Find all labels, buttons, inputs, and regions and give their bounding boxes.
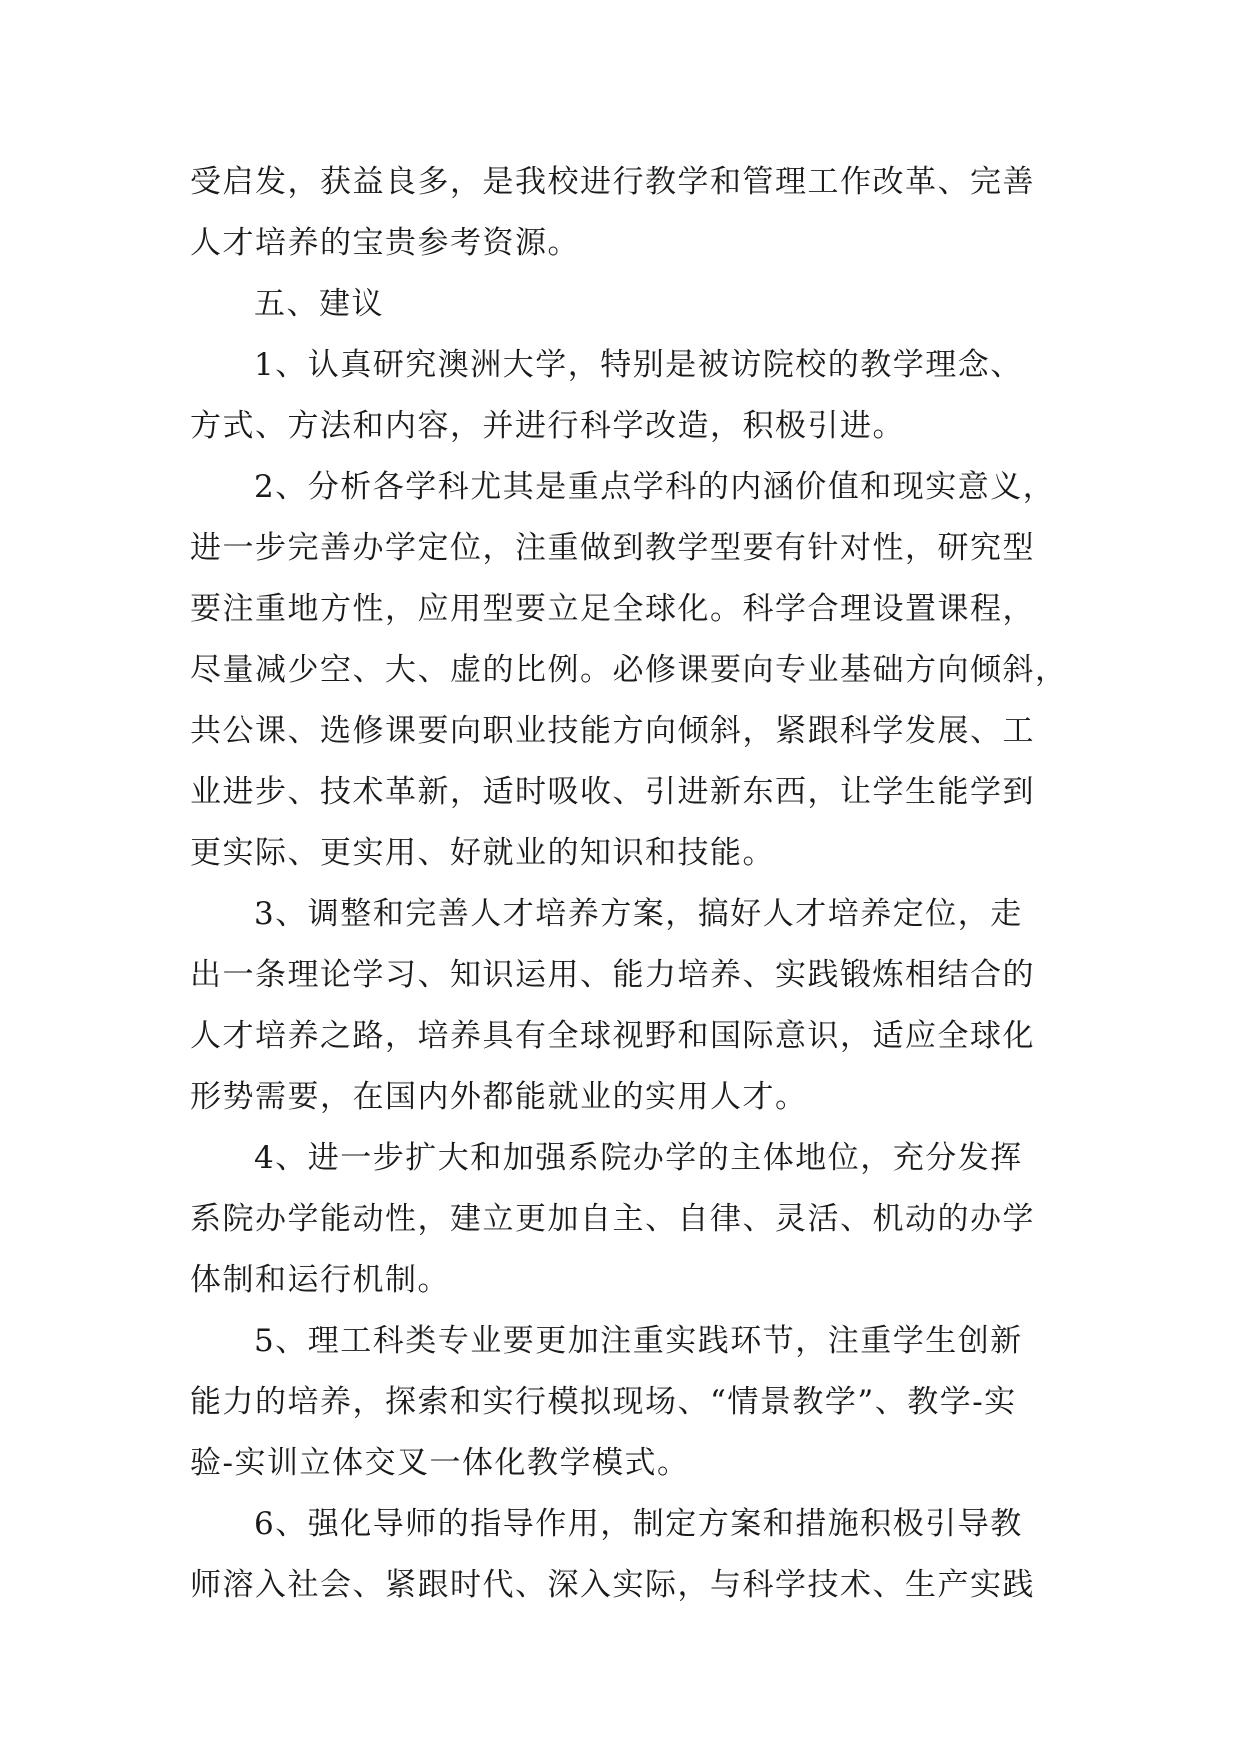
text-line: 人才培养之路，培养具有全球视野和国际意识，适应全球化 <box>190 1018 1035 1054</box>
section-heading: 五、建议 <box>254 286 384 322</box>
text-line: 师溶入社会、紧跟时代、深入实际，与科学技术、生产实践 <box>190 1567 1035 1603</box>
text-line: 受启发，获益良多，是我校进行教学和管理工作改革、完善 <box>190 164 1035 200</box>
text-line: 3、调整和完善人才培养方案，搞好人才培养定位，走 <box>254 896 1023 932</box>
body-text <box>190 152 1068 1616</box>
text-line: 尽量减少空、大、虚的比例。必修课要向专业基础方向倾斜， <box>190 652 1068 688</box>
text-line: 6、强化导师的指导作用，制定方案和措施积极引导教 <box>254 1506 1023 1542</box>
text-line: 1、认真研究澳洲大学，特别是被访院校的教学理念、 <box>254 347 1023 383</box>
text-line: 验-实训立体交叉一体化教学模式。 <box>190 1445 690 1481</box>
text-line: 形势需要，在国内外都能就业的实用人才。 <box>190 1079 808 1115</box>
text-line: 方式、方法和内容，并进行科学改造，积极引进。 <box>190 408 905 444</box>
text-line: 要注重地方性，应用型要立足全球化。科学合理设置课程， <box>190 591 1035 627</box>
text-line: 5、理工科类专业要更加注重实践环节，注重学生创新 <box>254 1323 1023 1359</box>
text-line: 系院办学能动性，建立更加自主、自律、灵活、机动的办学 <box>190 1201 1035 1237</box>
text-line: 2、分析各学科尤其是重点学科的内涵价值和现实意义， <box>254 469 1056 505</box>
text-line: 业进步、技术革新，适时吸收、引进新东西，让学生能学到 <box>190 774 1035 810</box>
text-line: 人才培养的宝贵参考资源。 <box>190 225 580 261</box>
text-line: 更实际、更实用、好就业的知识和技能。 <box>190 835 775 871</box>
text-line: 共公课、选修课要向职业技能方向倾斜，紧跟科学发展、工 <box>190 713 1035 749</box>
text-line: 4、进一步扩大和加强系院办学的主体地位，充分发挥 <box>254 1140 1023 1176</box>
text-line: 进一步完善办学定位，注重做到教学型要有针对性，研究型 <box>190 530 1035 566</box>
text-line: 能力的培养，探索和实行模拟现场、“情景教学”、教学-实 <box>190 1384 1017 1420</box>
text-line: 出一条理论学习、知识运用、能力培养、实践锻炼相结合的 <box>190 957 1035 993</box>
text-line: 体制和运行机制。 <box>190 1262 450 1298</box>
